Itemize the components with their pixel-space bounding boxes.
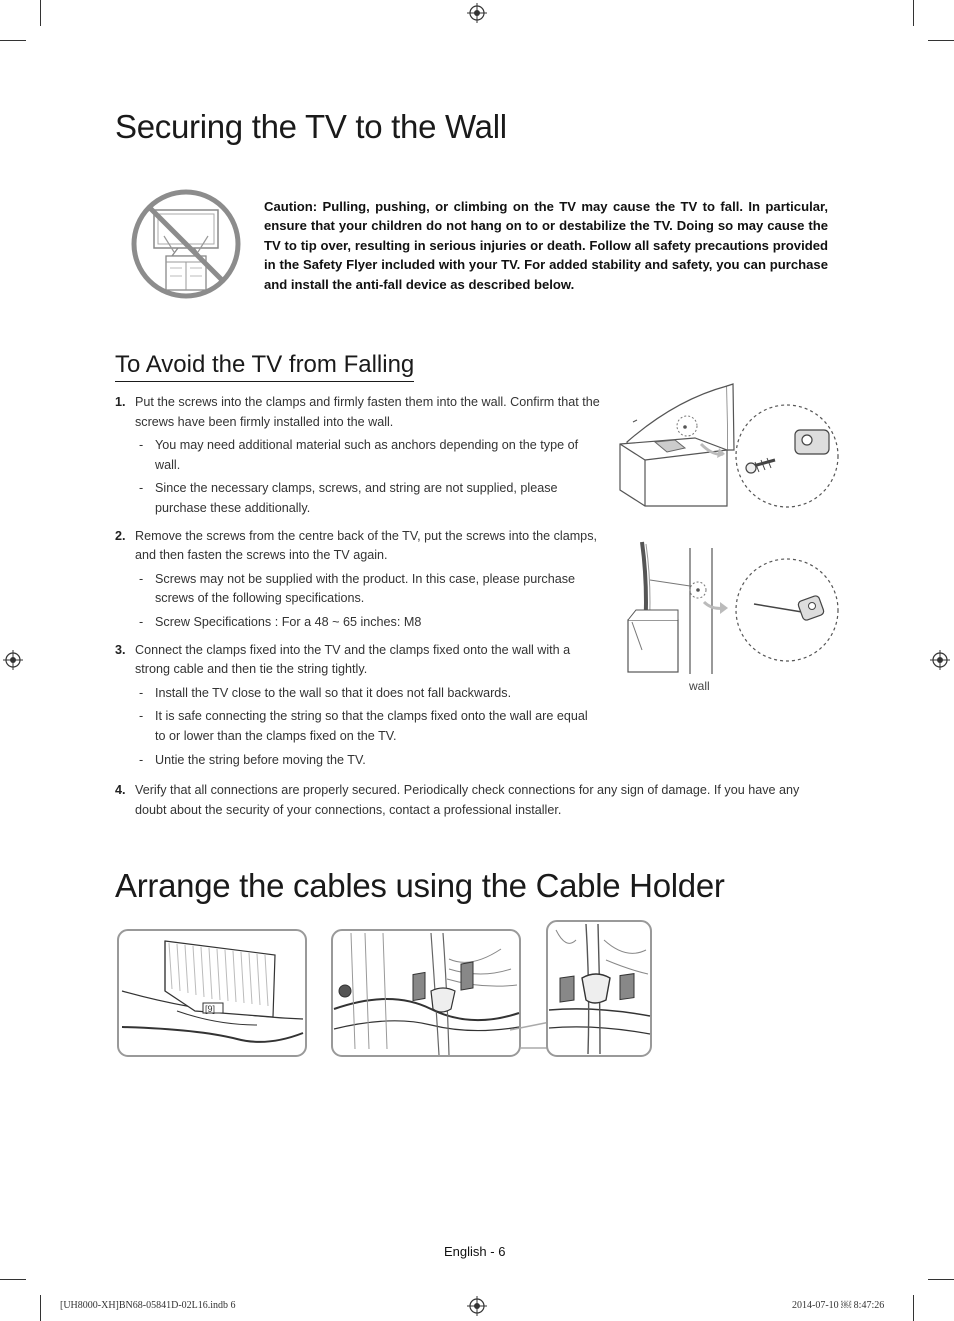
step-text: Put the screws into the clamps and firmly fasten them into the wall. Confirm that the screws have been firmly installed into the wall.	[135, 395, 600, 429]
wall-label: wall	[689, 679, 710, 693]
registration-mark-icon	[930, 650, 950, 670]
step-note: - You may need additional material such as anchors depending on the type of wall.	[139, 438, 579, 472]
cable-holder-back-illustration	[117, 929, 308, 1059]
crop-mark	[40, 0, 41, 26]
step-note: - Install the TV close to the wall so that it does not fall backwards.	[139, 685, 512, 700]
step-number: 4.	[115, 783, 126, 797]
crop-mark	[40, 1295, 41, 1321]
step-1	[115, 393, 600, 519]
step-2	[115, 527, 600, 633]
cable-holder-zoom-illustration	[546, 920, 653, 1059]
caution-text: Caution: Pulling, pushing, or climbing on the TV may cause the TV to fall. In particular, ensure that your children do not hang on to or destabilize the TV. Doing so may cause the TV to tip over, resulting in serious injuries or death. Follow all safety precautions provided in the Safety Flyer included with your TV. For added stability and safety, you can purchase and install the anti-fall device as described below.	[264, 199, 828, 292]
crop-mark	[0, 1279, 26, 1280]
crop-mark	[913, 1295, 914, 1321]
crop-mark	[0, 40, 26, 41]
svg-text:[9]: [9]	[205, 1004, 216, 1014]
step-number: 2.	[115, 528, 126, 543]
step-note: - Untie the string before moving the TV.	[139, 752, 366, 767]
step-3	[115, 641, 600, 771]
note-text: Screw Specifications : For a 48 ~ 65 inches: M8	[155, 614, 422, 629]
page-title: Securing the TV to the Wall	[115, 108, 507, 145]
step-note: - Since the necessary clamps, screws, and string are not supplied, please purchase these additionally.	[139, 481, 558, 515]
note-text: It is safe connecting the string so that the clamps fixed onto the wall are equal to or lower than the clamps fixed on the TV.	[155, 709, 588, 743]
step-text: Verify that all connections are properly secured. Periodically check connections for any sign of damage. If you have any doubt about the security of your connections, contact a professional installer.	[135, 783, 800, 817]
step-note: - Screws may not be supplied with the product. In this case, please purchase screws of the following specifications.	[139, 571, 576, 606]
step-number: 1.	[115, 395, 126, 409]
note-text: Untie the string before moving the TV.	[155, 752, 366, 767]
registration-mark-icon	[3, 650, 23, 670]
registration-mark-icon	[467, 3, 487, 23]
section-heading: To Avoid the TV from Falling	[115, 351, 414, 382]
crop-mark	[913, 0, 914, 26]
instruction-steps	[115, 393, 600, 778]
crop-mark	[928, 1279, 954, 1280]
registration-mark-icon	[467, 1296, 487, 1316]
step-4	[115, 781, 830, 820]
section-title-cable-holder: Arrange the cables using the Cable Holder	[115, 867, 725, 904]
step-note: - It is safe connecting the string so that the clamps fixed onto the wall are equal to or lower than the clamps fixed on the TV.	[139, 709, 588, 743]
print-slug-left: [UH8000-XH]BN68-05841D-02L16.indb 6	[60, 1300, 236, 1311]
print-slug-right: 2014-07-10 ￼ 8:47:26	[792, 1300, 885, 1311]
cable-holder-closeup-illustration	[331, 929, 522, 1059]
tv-wall-side-illustration	[620, 540, 845, 680]
step-note: - Screw Specifications : For a 48 ~ 65 inches: M8	[139, 614, 422, 629]
step-number: 3.	[115, 642, 126, 657]
note-text: Screws may not be supplied with the product. In this case, please purchase screws of the following specifications.	[155, 571, 576, 606]
note-text: Since the necessary clamps, screws, and string are not supplied, please purchase these additionally.	[155, 481, 558, 515]
crop-mark	[928, 40, 954, 41]
no-climbing-warning-icon	[128, 186, 244, 302]
instruction-step-4	[115, 781, 830, 828]
note-text: You may need additional material such as anchors depending on the type of wall.	[155, 438, 579, 472]
step-text: Remove the screws from the centre back of the TV, put the screws into the clamps, and then fasten the screws into the TV again.	[135, 528, 597, 563]
note-text: Install the TV close to the wall so that it does not fall backwards.	[155, 685, 512, 700]
page-footer: English - 6	[444, 1244, 506, 1259]
tv-clamp-illustration	[615, 380, 845, 510]
step-text: Connect the clamps fixed into the TV and the clamps fixed onto the wall with a strong cable and then tie the string tightly.	[135, 642, 571, 677]
